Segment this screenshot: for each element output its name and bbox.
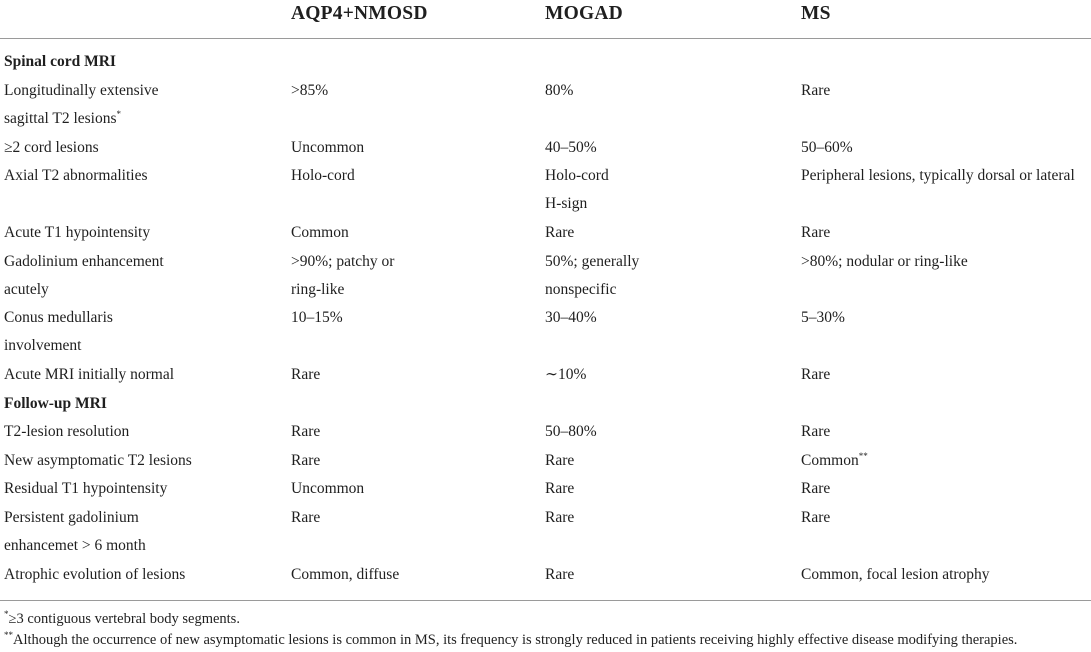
footnote-marker: ** <box>858 451 868 461</box>
table-header <box>0 0 1091 34</box>
cell-mogad: Rare <box>545 509 575 526</box>
row-label: Acute T1 hypointensity <box>4 224 151 241</box>
row-label-line2: acutely <box>4 281 49 298</box>
cell-ms: Rare <box>801 480 831 497</box>
row-label: Gadolinium enhancement <box>4 253 164 270</box>
cell-mogad: Rare <box>545 224 575 241</box>
table-footnotes <box>0 609 1091 651</box>
cell-aqp4: Common <box>291 224 349 241</box>
cell-aqp4: >90%; patchy or <box>291 253 395 270</box>
cell-aqp4: Rare <box>291 509 321 526</box>
cell-aqp4: Common, diffuse <box>291 566 400 583</box>
section-title: Spinal cord MRI <box>4 53 116 70</box>
cell-ms: Rare <box>801 82 831 99</box>
row-label-line2: enhancemet > 6 month <box>4 537 146 554</box>
cell-aqp4: Rare <box>291 452 321 469</box>
table-bottom-rule <box>0 600 1091 601</box>
footnote-1 <box>0 609 1091 630</box>
header-rule <box>0 38 1091 39</box>
row-label: Acute MRI initially normal <box>4 366 175 383</box>
cell-ms: Peripheral lesions, typically dorsal or lateral <box>801 167 1075 184</box>
cell-ms: Rare <box>801 224 831 241</box>
cell-mogad: ∼10% <box>545 366 587 383</box>
cell-ms: Rare <box>801 366 831 383</box>
cell-ms: Common, focal lesion atrophy <box>801 566 990 583</box>
cell-aqp4: 10–15% <box>291 309 343 326</box>
header-aqp4-nmosd: AQP4+NMOSD <box>291 3 428 24</box>
row-label: ≥2 cord lesions <box>4 139 99 156</box>
cell-aqp4: Uncommon <box>291 480 365 497</box>
cell-aqp4: Rare <box>291 423 321 440</box>
footnote-marker: * <box>116 109 122 119</box>
cell-mogad: Rare <box>545 452 575 469</box>
cell-mogad: 50%; generally <box>545 253 640 270</box>
cell-mogad: 50–80% <box>545 423 597 440</box>
cell-aqp4: Uncommon <box>291 139 365 156</box>
row-label: Conus medullaris <box>4 309 113 326</box>
footnote-1-marker: * <box>4 609 9 619</box>
cell-ms: 5–30% <box>801 309 845 326</box>
cell-mogad: 80% <box>545 82 574 99</box>
cell-mogad: 30–40% <box>545 309 597 326</box>
row-label: Axial T2 abnormalities <box>4 167 148 184</box>
row-label-line2: involvement <box>4 337 82 354</box>
cell-mogad: 40–50% <box>545 139 597 156</box>
row-label: Atrophic evolution of lesions <box>4 566 186 583</box>
footnote-2 <box>0 630 1091 651</box>
row-label: Persistent gadolinium <box>4 509 139 526</box>
footnote-2-marker: ** <box>4 630 13 640</box>
row-label: T2-lesion resolution <box>4 423 130 440</box>
cell-mogad: Holo-cord <box>545 167 609 184</box>
cell-aqp4: Holo-cord <box>291 167 355 184</box>
cell-mogad: Rare <box>545 566 575 583</box>
cell-aqp4: >85% <box>291 82 329 99</box>
cell-ms: Rare <box>801 509 831 526</box>
cell-mogad: Rare <box>545 480 575 497</box>
cell-aqp4: Rare <box>291 366 321 383</box>
cell-mogad-line2: H-sign <box>545 195 588 212</box>
footnote-1-text: ≥3 contiguous vertebral body segments. <box>8 611 240 627</box>
row-label: New asymptomatic T2 lesions <box>4 452 192 469</box>
header-mogad: MOGAD <box>545 3 623 24</box>
row-label: Longitudinally extensive <box>4 82 159 99</box>
row-label-line2: sagittal T2 lesions* <box>4 109 122 127</box>
section-title: Follow-up MRI <box>4 395 107 412</box>
cell-mogad-line2: nonspecific <box>545 281 617 298</box>
cell-ms: Common** <box>801 451 868 469</box>
footnote-2-text: Although the occurrence of new asymptomatic lesions is common in MS, its frequency is strongly reduced in patients receiving highly effective disease modifying therapies. <box>13 632 1018 648</box>
cell-aqp4-line2: ring-like <box>291 281 345 298</box>
cell-ms: Rare <box>801 423 831 440</box>
cell-ms: 50–60% <box>801 139 853 156</box>
cell-ms: >80%; nodular or ring-like <box>801 253 968 270</box>
row-label: Residual T1 hypointensity <box>4 480 168 497</box>
header-ms: MS <box>801 3 831 24</box>
